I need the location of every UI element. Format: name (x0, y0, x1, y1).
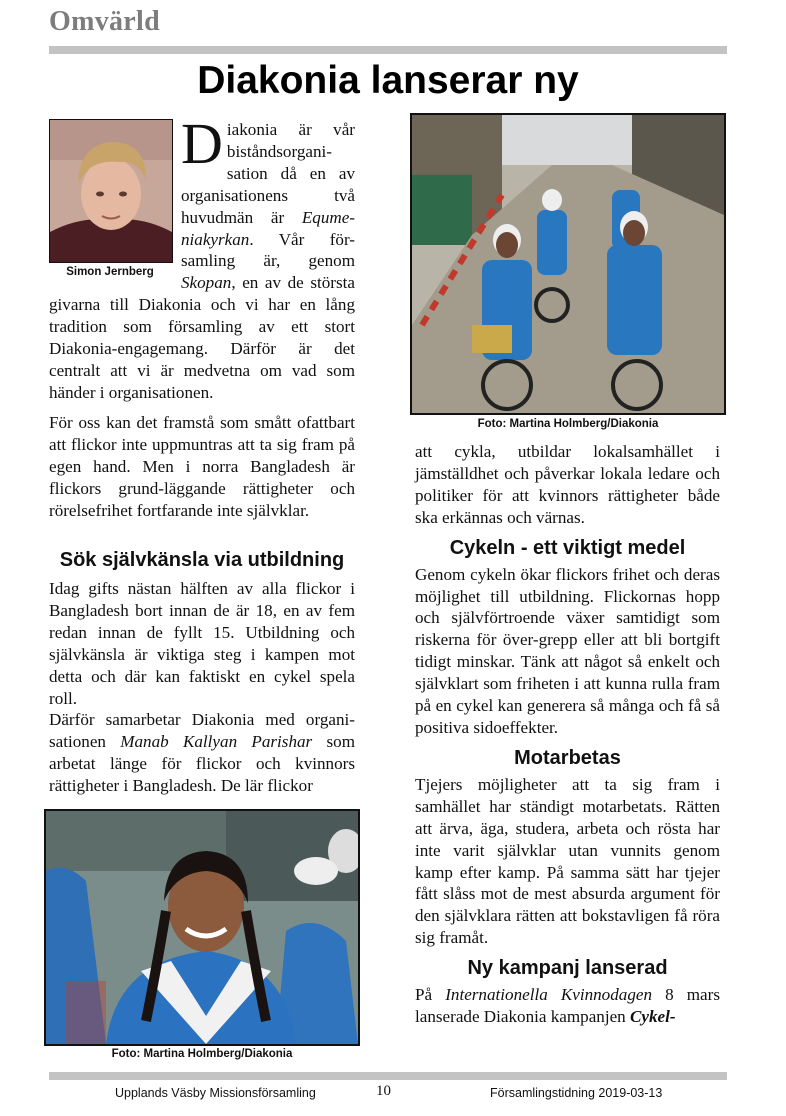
photo-bottom-caption: Foto: Martina Holmberg/Diakonia (111, 1048, 293, 1060)
section-1-paragraph-1: Idag gifts nästan hälften av alla flickor i Bangladesh bort innan de är 18, en av fem redan innan de fyllt 15. Utbildning och självkänsla är viktiga steg i kampen mot detta och där kan faktiskt en cykel spela roll. (49, 579, 355, 708)
portrait-spacer (49, 119, 181, 291)
portrait-caption: Simon Jernberg (66, 266, 154, 278)
intro-em-equmeniakyrkan: Equme-niakyrkan (181, 207, 355, 249)
photo-girls-cycling-street (410, 113, 726, 415)
footer-left: Upplands Väsby Missionsförsamling (115, 1086, 316, 1100)
heading-cykeln: Cykeln - ett viktigt medel (449, 536, 686, 559)
heading-motarbetas: Motarbetas (514, 746, 621, 769)
section-label: Omvärld (49, 6, 160, 37)
intro-em-skopan: Skopan (181, 273, 232, 293)
intro-text-c: , en av de största givarna till Diakonia och vi har en lång tradition som församling av ett stort Diakonia-engagemang. Därför är det centralt att vi är medvetna om vad som händer i organisationen. (49, 273, 355, 402)
page-number: 10 (376, 1083, 391, 1099)
right-column (415, 441, 720, 1028)
paragraph-cykeln: Genom cykeln ökar flickors frihet och deras möjlighet till utbildning. Flickornas hopp och självförtroende växer samtidigt som riskerna för över-grepp eller att bli bortgift tidigt minskar. Tänk att något så enkelt och självklart som friheten i att kunna rulla fram på en cykel kan generera så många och få så positiva sidoeffekter. (415, 564, 720, 737)
section-1 (49, 548, 355, 797)
intro-paragraph (49, 111, 355, 404)
top-rule (49, 46, 727, 54)
photo-top-caption: Foto: Martina Holmberg/Diakonia (477, 418, 659, 430)
photo-girls-bikes-closeup (44, 809, 360, 1046)
intro-text-a: iakonia är vår biståndsorgani-sation då en av organisationens två huvudmän är (181, 120, 355, 227)
footer-right: Församlingstidning 2019-03-13 (490, 1086, 663, 1100)
paragraph-ny-kampanj: På Internationella Kvinnodagen 8 mars lanserade Diakonia kampanjen Cykel- (415, 985, 720, 1027)
lead-paragraph: För oss kan det framstå som smått ofattbart att flickor inte uppmuntras att ta sig fram på egen hand. Men i norra Bangladesh är flickors grund-läggande rättigheter och rörelsefrihet fortfarande inte självklar. (49, 413, 355, 520)
intro-text-b: . Vår för-samling är, genom (181, 229, 355, 271)
photo-street-image (412, 115, 724, 413)
section-1-paragraph-2: Därför samarbetar Diakonia med organi-sationen Manab Kallyan Parishar som arbetat länge för flickor och kvinnors rättigheter i Bangladesh. De lär flickor (49, 710, 355, 796)
paragraph-motarbetas: Tjejers möjligheter att ta sig fram i samhället har ständigt motarbetats. Rätten att ärva, äga, studera, arbeta och rösta har inte varit självklar utan vunnits genom kamp efter kamp. På samma sätt har tjejer fått slåss mot de mest absurda argument för den självklara rätten att bokstavligen få röra sig framåt. (415, 774, 720, 948)
photo-closeup-image (46, 811, 358, 1044)
dropcap: D (181, 111, 223, 176)
section-1-heading: Sök självkänsla via utbildning (59, 549, 345, 571)
right-continuation: att cykla, utbildar lokalsamhället i jämställdhet och påverkar lokala ledare och politiker för att kvinnors rättigheter både ska erkännas och värnas. (415, 442, 720, 527)
headline: Diakonia lanserar ny (197, 59, 579, 102)
heading-ny-kampanj: Ny kampanj lanserad (467, 957, 668, 980)
bottom-rule (49, 1072, 727, 1080)
